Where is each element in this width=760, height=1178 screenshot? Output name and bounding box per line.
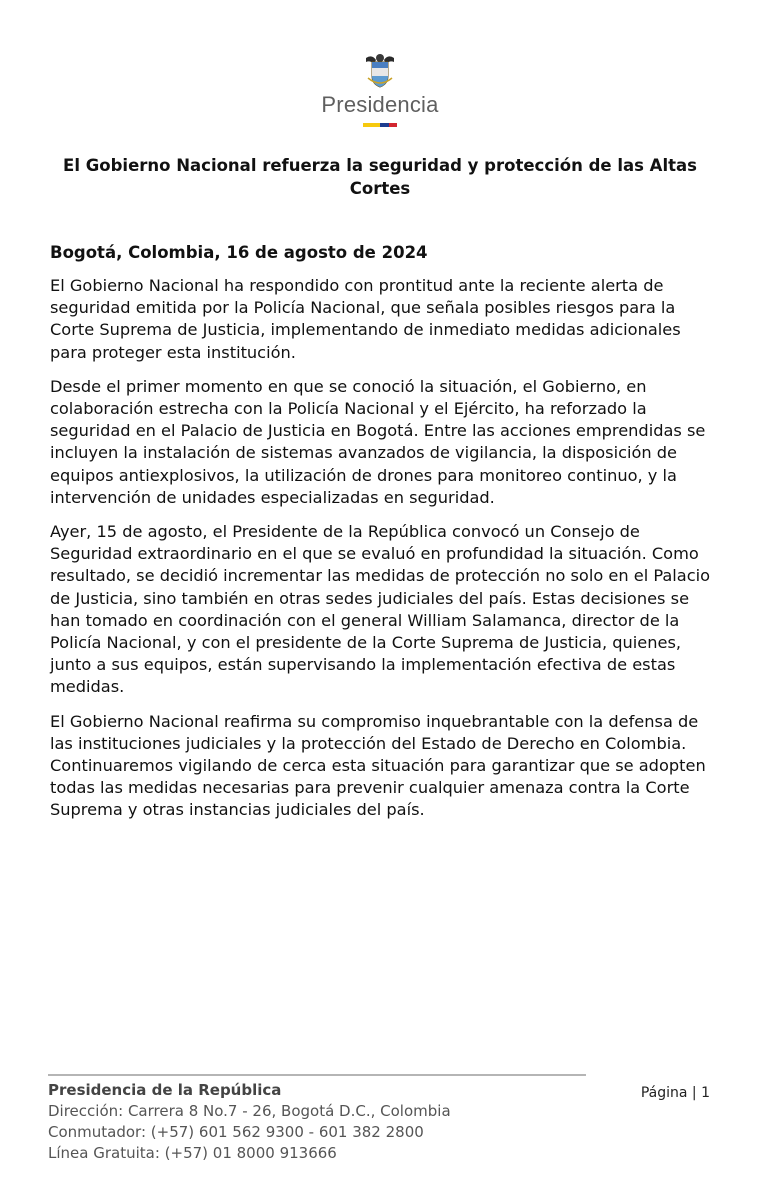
footer-switchboard: Conmutador: (+57) 601 562 9300 - 601 382 2800 [48,1123,424,1141]
footer [48,1080,451,1164]
paragraph-3: Ayer, 15 de agosto, el Presidente de la República convocó un Consejo de Seguridad extraordinario en el que se evaluó en profundidad la situación. Como resultado, se decidió incrementar las medidas de protección no solo en el Palacio de Justicia, sino también en otras sedes judiciales del país. Estas decisiones se han tomado en coordinación con el general William Salamanca, director de la Policía Nacional, y con el presidente de la Corte Suprema de Justicia, quienes, junto a sus equipos, están supervisando la implementación efectiva de estas medidas. [50,522,711,697]
flag-blue [380,123,389,127]
brand-name: Presidencia [321,92,439,117]
press-release-title: El Gobierno Nacional refuerza la seguridad y protección de las Altas Cortes [63,156,697,198]
footer-hotline: Línea Gratuita: (+57) 01 8000 913666 [48,1144,337,1162]
header-logo [0,52,760,127]
footer-org: Presidencia de la República [48,1081,282,1099]
coat-of-arms-icon [362,52,398,90]
paragraph-1: El Gobierno Nacional ha respondido con prontitud ante la reciente alerta de seguridad emitida por la Policía Nacional, que señala posibles riesgos para la Corte Suprema de Justicia, implementando de inmediato medidas adicionales para proteger esta institución. [50,276,681,362]
page-number: Página | 1 [640,1085,710,1101]
press-release-body [50,242,715,834]
footer-divider [48,1074,586,1076]
flag-stripe [363,123,397,127]
dateline: Bogotá, Colombia, 16 de agosto de 2024 [50,243,428,262]
paragraph-2: Desde el primer momento en que se conoció la situación, el Gobierno, en colaboración estrecha con la Policía Nacional y el Ejército, ha reforzado la seguridad en el Palacio de Justicia en Bogotá. Entre las acciones emprendidas se incluyen la instalación de sistemas avanzados de vigilancia, la disposición de equipos antiexplosivos, la utilización de drones para monitoreo continuo, y la intervención de unidades especializadas en seguridad. [50,376,706,507]
footer-address: Dirección: Carrera 8 No.7 - 26, Bogotá D.C., Colombia [48,1102,451,1120]
paragraph-4: El Gobierno Nacional reafirma su compromiso inquebrantable con la defensa de las instituciones judiciales y la protección del Estado de Derecho en Colombia. Continuaremos vigilando de cerca esta situación para garantizar que se adopten todas las medidas necesarias para prevenir cualquier amenaza contra la Corte Suprema y otras instancias judiciales del país. [50,711,706,820]
flag-red [389,123,398,127]
flag-yellow [363,123,380,127]
